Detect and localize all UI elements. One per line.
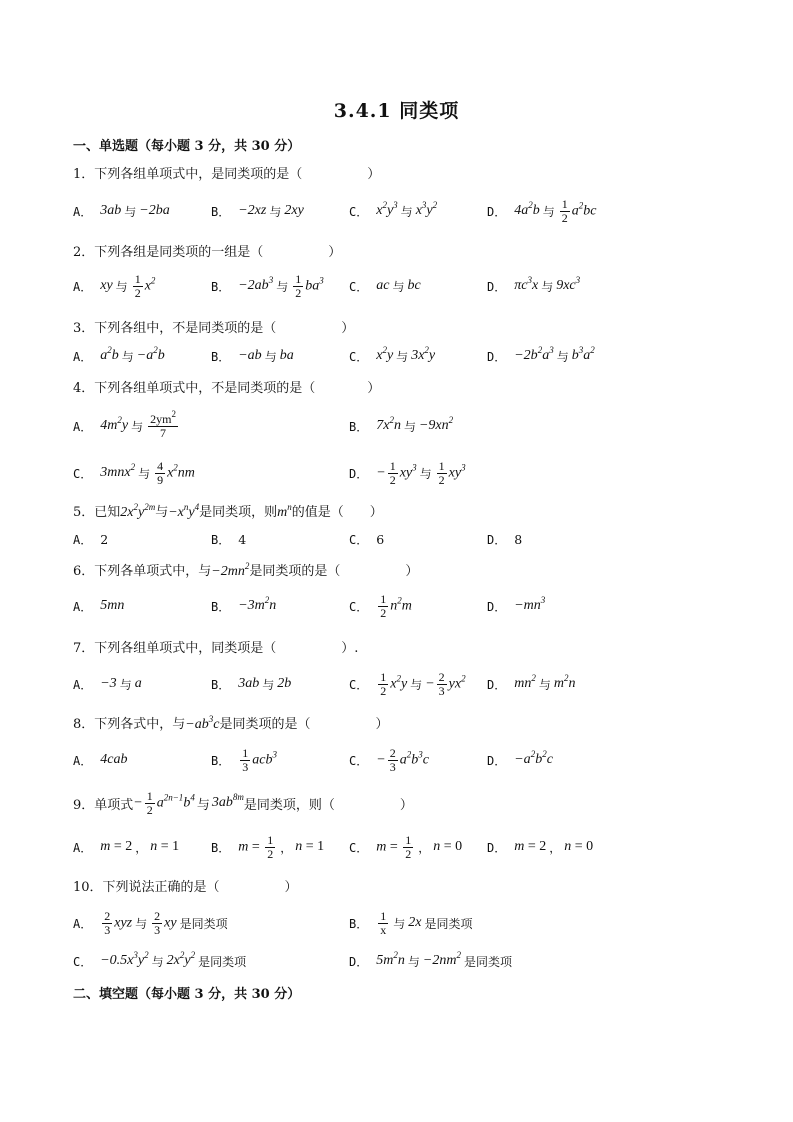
option-c[interactable]: C． 3mnx$^2$ 与 $\frac{4}{9}$ $x^2nm$: [73, 458, 195, 487]
question-2-options: [73, 266, 733, 306]
option-c[interactable]: C． m = $\frac{1}{2}$ ， n = 0: [349, 832, 463, 861]
option-b[interactable]: B． $\frac{1}{x}$ 与 2x 是同类项: [349, 908, 473, 937]
option-b[interactable]: B． m = $\frac{1}{2}$ ， n = 1: [211, 832, 325, 861]
section-heading-choice: 一、单选题（每小题 3 分，共 30 分）: [73, 139, 301, 154]
question-8-stem: 8．下列各式中，与$-ab^3c$是同类项的是（ ）: [73, 714, 389, 732]
option-d[interactable]: D． $-a^2b^2c$: [487, 749, 553, 768]
option-a[interactable]: A． m = 2 ， n = 1: [73, 839, 180, 855]
option-a[interactable]: A． $4m^2y$ 与 $\frac{2ym^2}{7}$: [73, 408, 176, 440]
option-d[interactable]: D． − $\frac{1}{2}$ $xy^3$ 与 $\frac{1}{2}$ $xy^3$: [349, 458, 466, 487]
option-c[interactable]: C． − $\frac{2}{3}$ $a^2b^3c$: [349, 745, 429, 774]
option-a[interactable]: A． 2: [73, 531, 109, 547]
question-10-options-ab: [73, 903, 733, 943]
question-5-stem: 5．已知$2x^2y^{2m}$与$-x^ny^4$是同类项，则$m^n$的值是（ ）: [73, 502, 383, 520]
question-10-options-cd: [73, 941, 733, 981]
option-b[interactable]: B． 3ab 与 2b: [211, 676, 292, 692]
option-a[interactable]: A． 5mn: [73, 598, 125, 614]
option-c[interactable]: C． ac 与 bc: [349, 278, 421, 294]
question-10-stem: 10．下列说法正确的是（ ）: [73, 880, 298, 895]
question-7-stem: 7．下列各组单项式中，同类项是（ ）.: [73, 641, 359, 656]
option-d[interactable]: D． $mn^2$ 与 $m^2n$: [487, 673, 576, 692]
option-b[interactable]: B． $7x^2n$ 与 $-9xn^2$: [349, 415, 454, 434]
option-b[interactable]: B． $-2ab^3$ 与 $\frac{1}{2}$ $ba^3$: [211, 271, 324, 300]
option-d[interactable]: D． m = 2 ， n = 0: [487, 839, 594, 855]
option-a[interactable]: A． −3 与 a: [73, 676, 142, 692]
question-1-options: [73, 191, 733, 231]
option-a[interactable]: A． xy 与 $\frac{1}{2}$ $x^2$: [73, 271, 156, 300]
option-d[interactable]: D． $5m^2n$ 与 $-2nm^2$ 是同类项: [349, 950, 512, 969]
option-d[interactable]: D． $-mn^3$: [487, 595, 546, 614]
option-a[interactable]: A． 3ab 与 −2ba: [73, 203, 170, 219]
page-title: 3.4.1 同类项: [333, 100, 460, 122]
option-b[interactable]: B． $-3m^2n$: [211, 595, 277, 614]
question-9-stem: 9．单项式 − $\frac{1}{2}$ $a^{2n-1}b^4$ 与 $3ab^{8m}$ 是同类项，则（ ）: [73, 788, 413, 817]
section-heading-fill: 二、填空题（每小题 3 分，共 30 分）: [73, 987, 301, 1002]
question-4-stem: 4．下列各组单项式中，不是同类项的是（ ）: [73, 381, 381, 396]
option-c[interactable]: C． $\frac{1}{2}$ $x^2y$ 与 − $\frac{2}{3}$ $yx^2$: [349, 669, 466, 698]
option-c[interactable]: C． $\frac{1}{2}$ $n^2m$: [349, 591, 412, 620]
option-d[interactable]: D． $4a^2b$ 与 $\frac{1}{2}$ $a^2bc$: [487, 196, 597, 225]
option-c[interactable]: C． $-0.5x^3y^2$ 与 $2x^2y^2$ 是同类项: [73, 950, 247, 969]
option-b[interactable]: B． $\frac{1}{3}$ acb$^3$: [211, 745, 277, 774]
option-c[interactable]: C． 6: [349, 531, 385, 547]
question-3-options: [73, 336, 733, 376]
question-9-options: [73, 827, 733, 867]
question-2-stem: 2．下列各组是同类项的一组是（ ）: [73, 245, 342, 260]
option-d[interactable]: D． $\pi c^3x$ 与 $9xc^3$: [487, 275, 581, 294]
question-1-stem: 1．下列各组单项式中，是同类项的是（ ）: [73, 167, 381, 182]
question-7-options: [73, 664, 733, 704]
option-c[interactable]: C． $x^2y$ 与 $3x^2y$: [349, 345, 436, 364]
option-b[interactable]: B． −ab 与 ba: [211, 348, 294, 364]
question-4-options-cd: [73, 453, 733, 493]
option-b[interactable]: B． −2xz 与 2xy: [211, 203, 304, 219]
option-c[interactable]: C． $x^2y^3$ 与 $x^3y^2$: [349, 200, 438, 219]
option-d[interactable]: D． 8: [487, 531, 523, 547]
option-b[interactable]: B． 4: [211, 531, 247, 547]
question-6-stem: 6．下列各单项式中，与$-2mn^2$是同类项的是（ ）: [73, 561, 419, 579]
question-4-options-ab: [73, 406, 733, 446]
option-a[interactable]: A． 4cab: [73, 752, 128, 768]
question-8-options: [73, 740, 733, 780]
option-a[interactable]: A． $a^2b$ 与 $-a^2b$: [73, 345, 165, 364]
question-6-options: [73, 586, 733, 626]
question-3-stem: 3．下列各组中，不是同类项的是（ ）: [73, 321, 355, 336]
option-a[interactable]: A． $\frac{2}{3}$ xyz 与 $\frac{2}{3}$ xy 是同类项: [73, 908, 228, 937]
option-d[interactable]: D． $-2b^2a^3$ 与 $b^3a^2$: [487, 345, 595, 364]
question-5-options: [73, 519, 733, 559]
